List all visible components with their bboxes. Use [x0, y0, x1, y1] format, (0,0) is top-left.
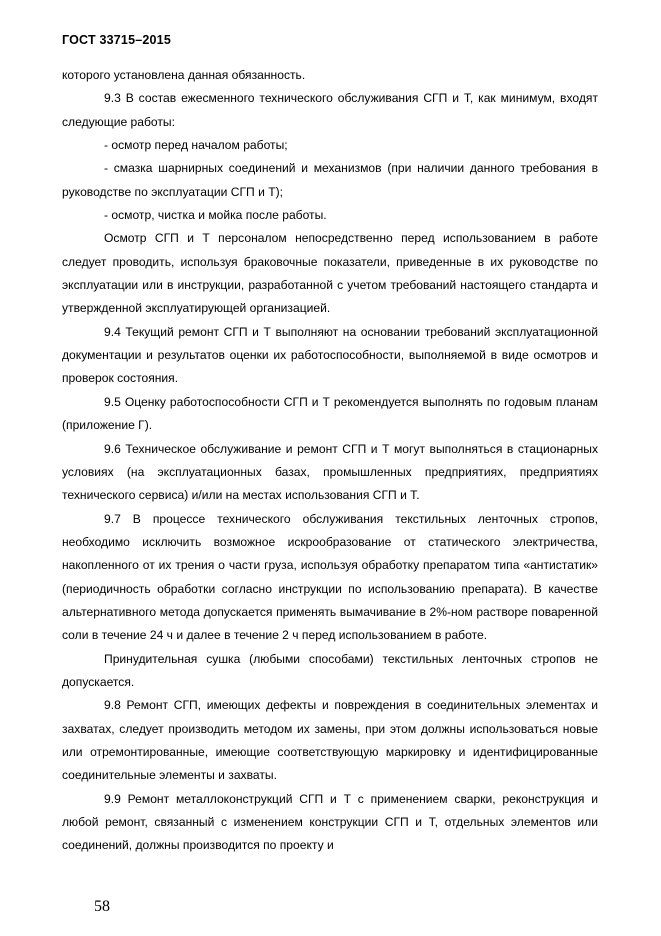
paragraph: Осмотр СГП и Т персоналом непосредственно перед использованием в работе следует проводить, используя браковочные показатели, приведенные в их руководстве по эксплуатации или в инструкции, разработанной с учетом требований настоящего стандарта и утвержденной эксплуатирующей организацией.	[62, 231, 598, 316]
document-body	[62, 64, 598, 858]
paragraph-9-8: 9.8 Ремонт СГП, имеющих дефекты и повреждения в соединительных элементах и захватах, следует производить методом их замены, при этом должны использоваться новые или отремонтированные, имеющие соответствующую маркировку и идентифицированные соединительные элементы и захваты.	[62, 698, 598, 783]
paragraph: которого установлена данная обязанность.	[62, 68, 306, 82]
page-number: 58	[94, 898, 110, 915]
paragraph-9-6: 9.6 Техническое обслуживание и ремонт СГП и Т могут выполняться в стационарных условиях (на эксплуатационных базах, промышленных предприятиях, предприятиях технического сервиса) и/или на местах использования СГП и Т.	[62, 441, 598, 503]
list-item: - осмотр, чистка и мойка после работы.	[104, 208, 327, 223]
list-item: - осмотр перед началом работы;	[104, 138, 288, 153]
paragraph-9-5: 9.5 Оценку работоспособности СГП и Т рекомендуется выполнять по годовым планам (приложение Г).	[62, 394, 598, 433]
paragraph-9-7: 9.7 В процессе технического обслуживания текстильных ленточных стропов, необходимо исключить возможное искрообразование от статического электричества, накопленного от их трения о части груза, используя обработку препаратом типа «антистатик» (периодичность обработки согласно инструкции по использованию препарата). В качестве альтернативного метода допускается применять вымачивание в 2%-ном растворе поваренной соли в течение 24 ч и далее в течение 2 ч перед использованием в работе.	[62, 511, 598, 643]
paragraph-9-4: 9.4 Текущий ремонт СГП и Т выполняют на основании требований эксплуатационной документации и результатов оценки их работоспособности, выполняемой в виде осмотров и проверок состояния.	[62, 324, 598, 386]
standard-title: ГОСТ 33715–2015	[62, 33, 171, 47]
paragraph-9-9: 9.9 Ремонт металлоконструкций СГП и Т с применением сварки, реконструкция и любой ремонт, связанный с изменением конструкции СГП и Т, отдельных элементов или соединений, должны производится по проекту и	[62, 791, 598, 853]
paragraph-9-3: 9.3 В состав ежесменного технического обслуживания СГП и Т, как минимум, входят следующие работы:	[62, 91, 598, 129]
paragraph: Принудительная сушка (любыми способами) текстильных ленточных стропов не допускается.	[62, 651, 598, 689]
list-item: - смазка шарнирных соединений и механизмов (при наличии данного требования в руководстве по эксплуатации СГП и Т);	[62, 161, 598, 199]
